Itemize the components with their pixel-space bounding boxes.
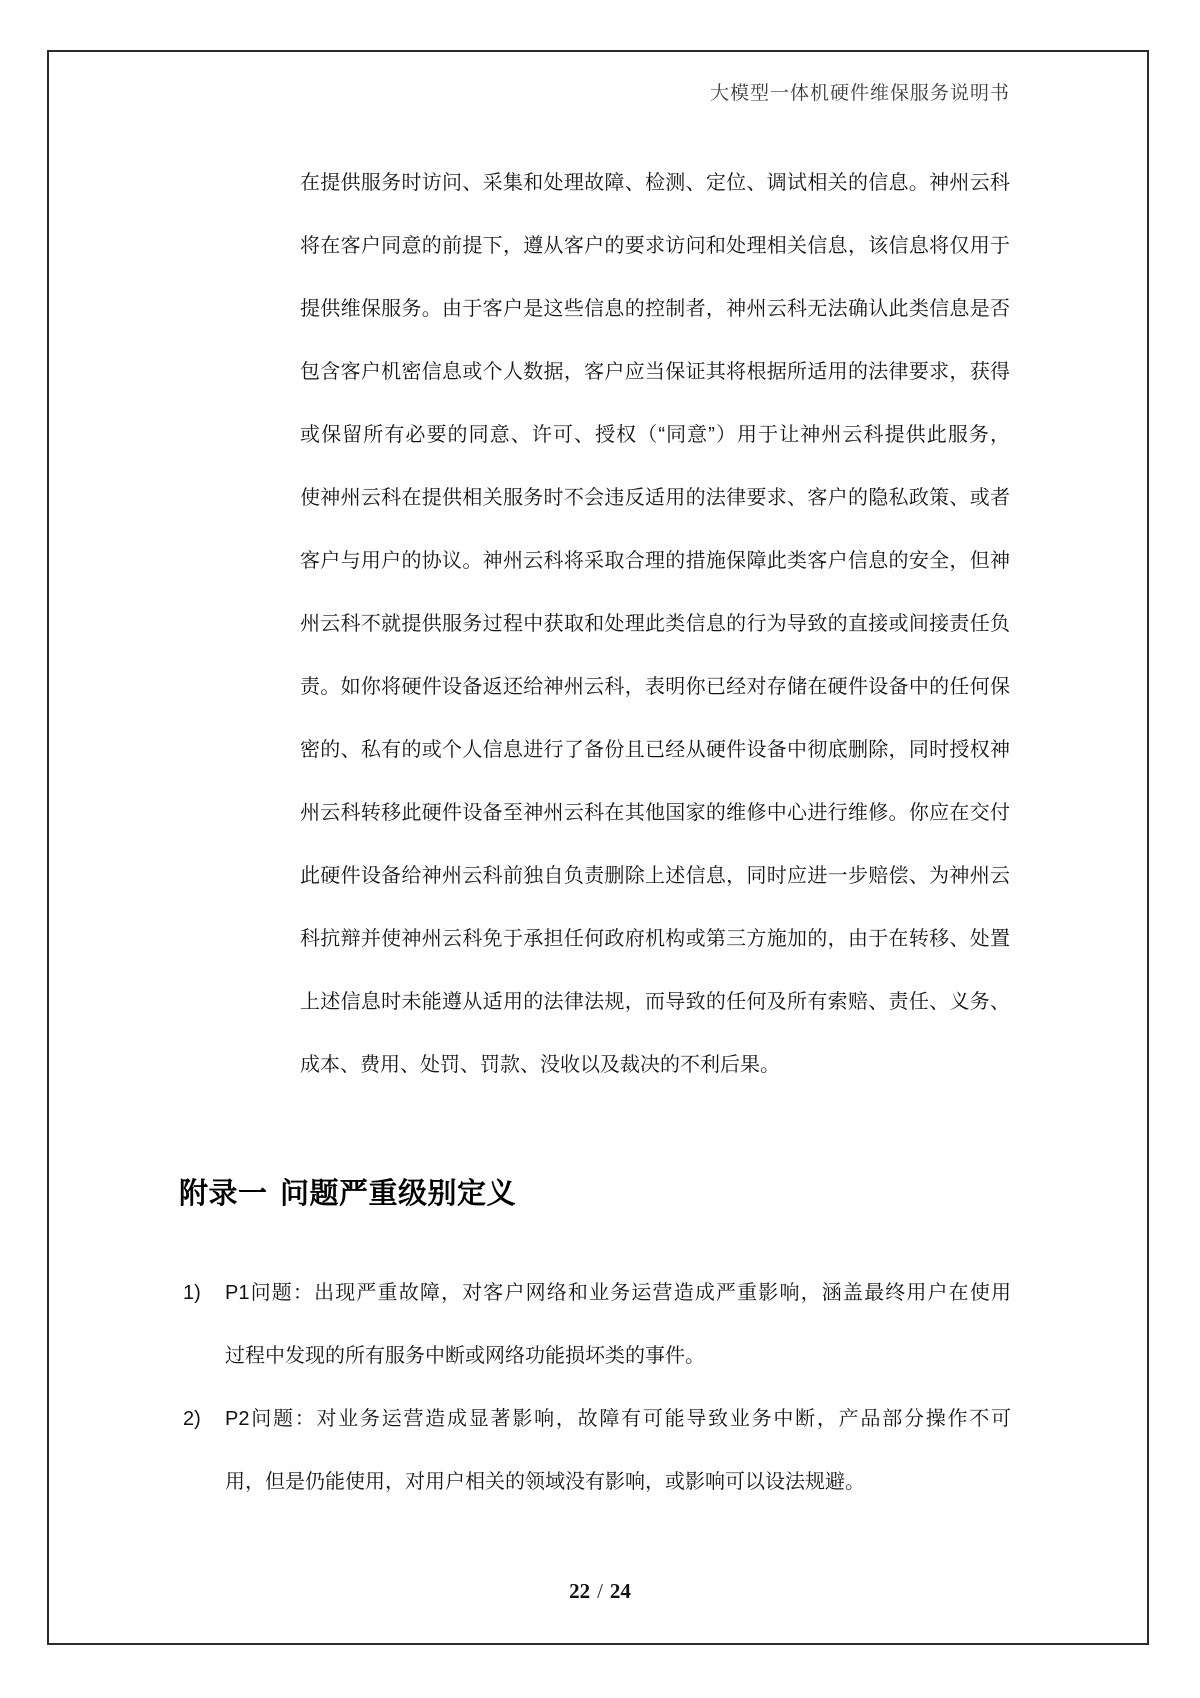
paragraph-line: 成本、费用、处罚、罚款、没收以及裁决的不利后果。 (300, 1054, 780, 1076)
paragraph-line: 州云科不就提供服务过程中获取和处理此类信息的行为导致的直接或间接责任负 (300, 613, 1010, 635)
severity-definition-list (183, 1262, 1011, 1514)
list-item-line: 过程中发现的所有服务中断或网络功能损坏类的事件。 (225, 1345, 705, 1367)
paragraph-line: 包含客户机密信息或个人数据，客户应当保证其将根据所适用的法律要求，获得 (300, 361, 1010, 383)
paragraph-line: 使神州云科在提供相关服务时不会违反适用的法律要求、客户的隐私政策、或者 (300, 487, 1010, 509)
paragraph-line: 客户与用户的协议。神州云科将采取合理的措施保障此类客户信息的安全，但神 (300, 550, 1010, 572)
paragraph-line: 此硬件设备给神州云科前独自负责删除上述信息，同时应进一步赔偿、为神州云 (300, 865, 1010, 887)
header-title: 大模型一体机硬件维保服务说明书 (709, 83, 1010, 104)
severity-list-item (183, 1262, 1011, 1388)
paragraph-line: 上述信息时未能遵从适用的法律法规，而导致的任何及所有索赔、责任、义务、 (300, 991, 1010, 1013)
paragraph-line: 州云科转移此硬件设备至神州云科在其他国家的维修中心进行维修。你应在交付 (300, 802, 1010, 824)
list-item-line: P1问题：出现严重故障，对客户网络和业务运营造成严重影响，涵盖最终用户在使用 (225, 1282, 1011, 1304)
list-item-text (225, 1262, 1011, 1388)
paragraph-line: 责。如你将硬件设备返还给神州云科，表明你已经对存储在硬件设备中的任何保 (300, 676, 1010, 698)
paragraph-line: 密的、私有的或个人信息进行了备份且已经从硬件设备中彻底删除，同时授权神 (300, 739, 1010, 761)
list-item-line: P2问题：对业务运营造成显著影响，故障有可能导致业务中断，产品部分操作不可 (225, 1408, 1011, 1430)
list-item-line: 用，但是仍能使用，对用户相关的领域没有影响，或影响可以设法规避。 (225, 1471, 865, 1493)
list-item-number: 2) (183, 1408, 201, 1430)
paragraph-line: 或保留所有必要的同意、许可、授权（“同意”）用于让神州云科提供此服务， (300, 424, 1010, 446)
footer-page-total: 24 (609, 1579, 631, 1603)
footer-page-current: 22 (569, 1579, 591, 1603)
page-header (300, 82, 1010, 106)
footer-page-separator: / (597, 1579, 603, 1603)
paragraph-line: 在提供服务时访问、采集和处理故障、检测、定位、调试相关的信息。神州云科 (300, 172, 1010, 194)
page-footer (0, 1577, 1200, 1605)
appendix-heading: 附录一 问题严重级别定义 (179, 1178, 517, 1210)
severity-list-item (183, 1388, 1011, 1514)
body-paragraph (300, 152, 1010, 1097)
paragraph-line: 提供维保服务。由于客户是这些信息的控制者，神州云科无法确认此类信息是否 (300, 298, 1010, 320)
list-item-number: 1) (183, 1282, 201, 1304)
paragraph-line: 科抗辩并使神州云科免于承担任何政府机构或第三方施加的，由于在转移、处置 (300, 928, 1010, 950)
paragraph-line: 将在客户同意的前提下，遵从客户的要求访问和处理相关信息，该信息将仅用于 (300, 235, 1010, 257)
list-item-text (225, 1388, 1011, 1514)
